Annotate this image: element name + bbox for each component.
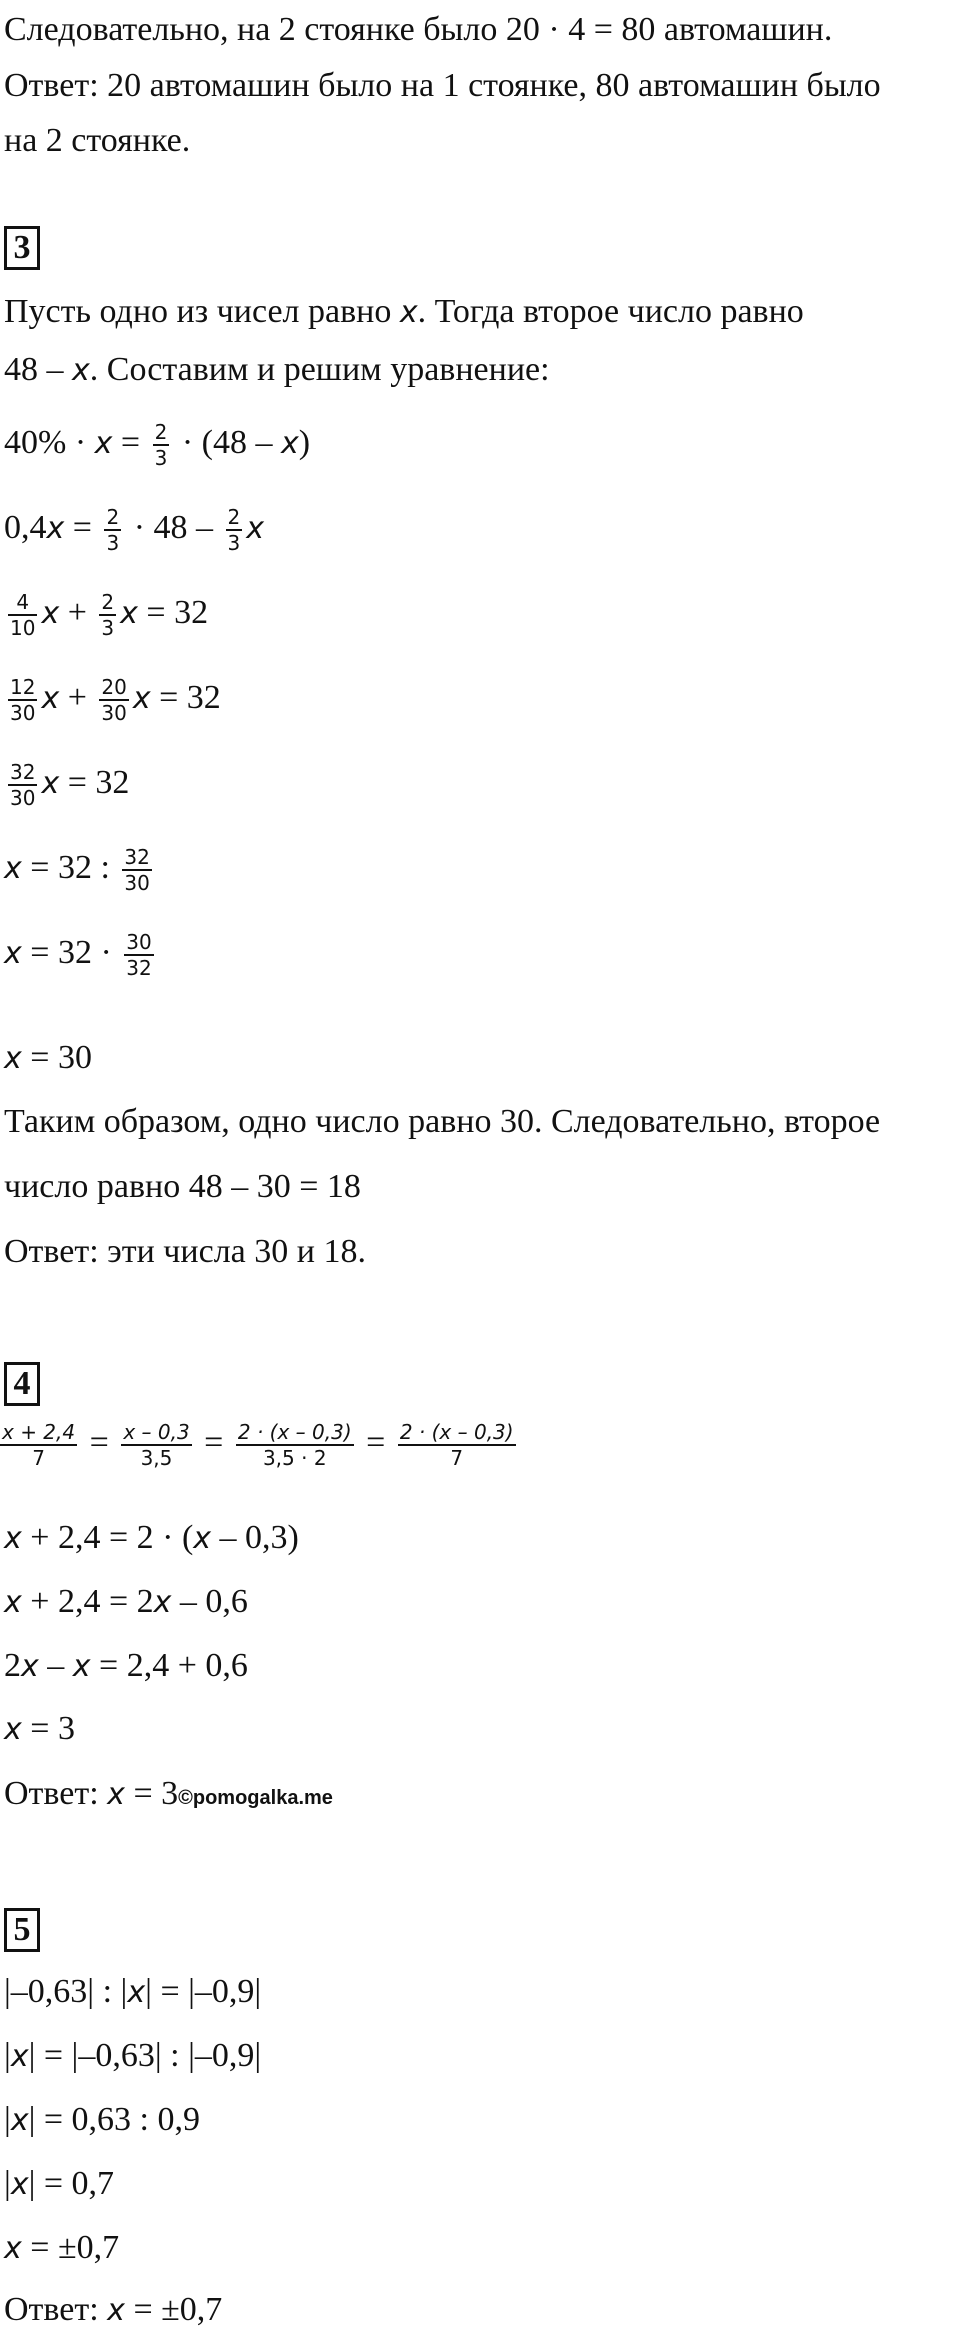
fraction: $\frac{2 \cdot (x - 0,3)}{3,5 \cdot 2}$	[237, 1420, 352, 1470]
fraction: $\frac{12}{30}$	[10, 675, 36, 725]
task-4-proportion: $\frac{x + 2,4}{7}$ = $\frac{x - 0,3}{3,5}$ = $\frac{2 \cdot (x - 0,3)}{3,5 \cdot 2}$ = $\frac{2 \cdot (x - 0,3)}{7}$	[2, 1420, 514, 1470]
task-5-eq-5: x = ±0,7	[4, 2229, 120, 2266]
task-3-text-2: 48 – x. Составим и решим уравнение:	[4, 351, 550, 388]
fraction: $\frac{32}{30}$	[10, 760, 36, 810]
task-3-eq-2: 0,4x = $\frac{2}{3}$ · 48 – $\frac{2}{3}$ x	[4, 505, 265, 555]
task-4-number: 4	[4, 1362, 40, 1406]
task-4-eq-3: 2x – x = 2,4 + 0,6	[4, 1647, 248, 1684]
task-3-eq-6: x = 32 : $\frac{32}{30}$	[4, 845, 150, 895]
task-4-eq-4: x = 3	[4, 1710, 75, 1747]
fraction: $\frac{2}{3}$	[106, 505, 120, 555]
task-3-eq-1: 40% · x = $\frac{2}{3}$ · (48 – x)	[4, 420, 311, 470]
task-4-eq-1: x + 2,4 = 2 · (x – 0,3)	[4, 1519, 299, 1556]
fraction: $\frac{2}{3}$	[101, 590, 115, 640]
fraction: $\frac{x + 2,4}{7}$	[2, 1420, 76, 1470]
fraction: $\frac{4}{10}$	[10, 590, 36, 640]
watermark: ©pomogalka.me	[178, 1787, 333, 1809]
fraction: $\frac{32}{30}$	[124, 845, 150, 895]
task-5-answer: Ответ: x = ±0,7	[4, 2291, 223, 2328]
task-3-eq-5: $\frac{32}{30}$ x = 32	[10, 760, 130, 810]
task-5-eq-1: |–0,63| : |x| = |–0,9|	[4, 1973, 262, 2010]
task-3-conclusion-2: число равно 48 – 30 = 18	[4, 1168, 361, 1205]
fraction: $\frac{x - 0,3}{3,5}$	[123, 1420, 190, 1470]
intro-line-3: на 2 стоянке.	[4, 122, 191, 159]
task-3-text-1: Пусть одно из чисел равно x. Тогда второе число равно	[4, 293, 804, 330]
task-5-eq-3: |x| = 0,63 : 0,9	[4, 2101, 201, 2138]
task-5-eq-2: |x| = |–0,63| : |–0,9|	[4, 2037, 262, 2074]
task-3-number: 3	[4, 226, 40, 270]
task-3-conclusion-1: Таким образом, одно число равно 30. Следовательно, второе	[4, 1103, 881, 1140]
fraction: $\frac{30}{32}$	[126, 930, 152, 980]
task-3-eq-3: $\frac{4}{10}$ x + $\frac{2}{3}$ x = 32	[10, 590, 209, 640]
task-4-answer: Ответ: x = 3©pomogalka.me	[4, 1775, 333, 1812]
fraction: $\frac{2 \cdot (x - 0,3)}{7}$	[399, 1420, 514, 1470]
task-5-number: 5	[4, 1908, 40, 1952]
task-3-eq-8: x = 30	[4, 1039, 92, 1076]
intro-line-2: Ответ: 20 автомашин было на 1 стоянке, 80 автомашин было	[4, 67, 881, 104]
fraction: $\frac{20}{30}$	[101, 675, 127, 725]
fraction: $\frac{2}{3}$	[154, 420, 168, 470]
task-5-eq-4: |x| = 0,7	[4, 2165, 115, 2202]
fraction: $\frac{2}{3}$	[227, 505, 241, 555]
task-3-eq-7: x = 32 · $\frac{30}{32}$	[4, 930, 152, 980]
intro-line-1: Следовательно, на 2 стоянке было 20 · 4 = 80 автомашин.	[4, 11, 833, 48]
task-4-eq-2: x + 2,4 = 2x – 0,6	[4, 1583, 248, 1620]
task-3-eq-4: $\frac{12}{30}$ x + $\frac{20}{30}$ x = 32	[10, 675, 221, 725]
task-3-answer: Ответ: эти числа 30 и 18.	[4, 1233, 366, 1270]
